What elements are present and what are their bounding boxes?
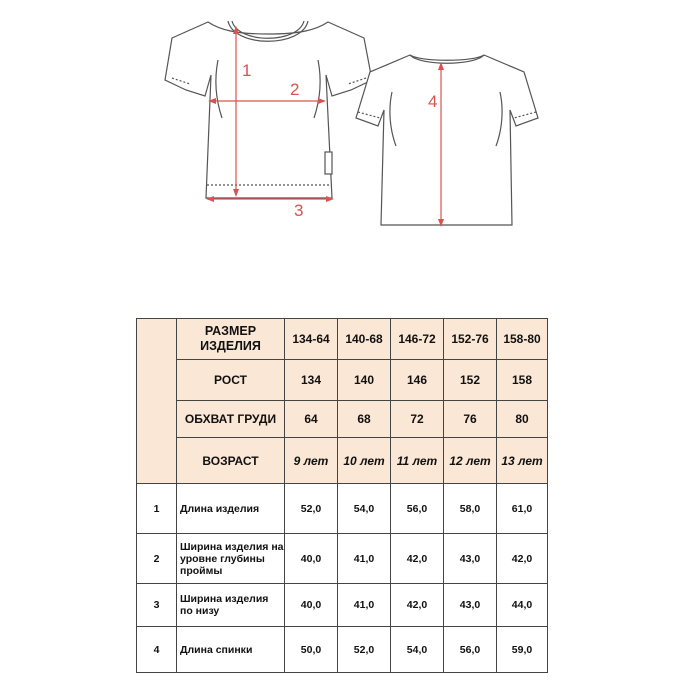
row-value: 52,0 <box>338 627 391 673</box>
row-number: 3 <box>137 584 177 627</box>
age-row <box>137 438 548 484</box>
size-label: РАЗМЕР ИЗДЕЛИЯ <box>177 319 285 360</box>
height-cell: 152 <box>444 360 497 401</box>
row-value: 56,0 <box>391 484 444 534</box>
size-cell: 134-64 <box>285 319 338 360</box>
chest-row <box>137 401 548 438</box>
row-name: Ширина изделия по низу <box>177 584 285 627</box>
chest-cell: 64 <box>285 401 338 438</box>
row-value: 41,0 <box>338 584 391 627</box>
chest-cell: 68 <box>338 401 391 438</box>
age-cell: 10 лет <box>338 438 391 484</box>
row-value: 56,0 <box>444 627 497 673</box>
table-row <box>137 627 548 673</box>
row-value: 43,0 <box>444 584 497 627</box>
height-label: РОСТ <box>177 360 285 401</box>
age-cell: 9 лет <box>285 438 338 484</box>
chest-label: ОБХВАТ ГРУДИ <box>177 401 285 438</box>
height-cell: 158 <box>497 360 548 401</box>
row-value: 58,0 <box>444 484 497 534</box>
height-cell: 140 <box>338 360 391 401</box>
chest-cell: 80 <box>497 401 548 438</box>
table-row <box>137 534 548 584</box>
row-value: 42,0 <box>391 584 444 627</box>
row-number: 2 <box>137 534 177 584</box>
row-value: 42,0 <box>497 534 548 584</box>
size-cell: 158-80 <box>497 319 548 360</box>
row-value: 43,0 <box>444 534 497 584</box>
row-name: Ширина изделия на уровне глубины проймы <box>177 534 285 584</box>
row-value: 44,0 <box>497 584 548 627</box>
age-cell: 12 лет <box>444 438 497 484</box>
row-number: 4 <box>137 627 177 673</box>
chest-cell: 72 <box>391 401 444 438</box>
table-row <box>137 484 548 534</box>
age-cell: 11 лет <box>391 438 444 484</box>
front-tshirt <box>165 21 372 198</box>
measure-label-1: 1 <box>242 61 252 80</box>
row-value: 54,0 <box>338 484 391 534</box>
size-row <box>137 319 548 360</box>
measure-label-3: 3 <box>294 201 304 220</box>
height-cell: 146 <box>391 360 444 401</box>
row-value: 40,0 <box>285 584 338 627</box>
header-corner <box>137 319 177 484</box>
size-cell: 152-76 <box>444 319 497 360</box>
size-chart-table <box>136 318 548 673</box>
row-name: Длина изделия <box>177 484 285 534</box>
size-cell: 140-68 <box>338 319 391 360</box>
row-value: 61,0 <box>497 484 548 534</box>
measure-label-2: 2 <box>290 80 300 99</box>
row-value: 41,0 <box>338 534 391 584</box>
age-label: ВОЗРАСТ <box>177 438 285 484</box>
row-value: 59,0 <box>497 627 548 673</box>
row-number: 1 <box>137 484 177 534</box>
row-name: Длина спинки <box>177 627 285 673</box>
chest-cell: 76 <box>444 401 497 438</box>
tshirt-diagram <box>0 0 680 300</box>
height-row <box>137 360 548 401</box>
row-value: 40,0 <box>285 534 338 584</box>
row-value: 50,0 <box>285 627 338 673</box>
measure-label-4: 4 <box>428 92 438 111</box>
table-row <box>137 584 548 627</box>
row-value: 42,0 <box>391 534 444 584</box>
size-cell: 146-72 <box>391 319 444 360</box>
back-tshirt <box>356 55 538 225</box>
age-cell: 13 лет <box>497 438 548 484</box>
row-value: 54,0 <box>391 627 444 673</box>
height-cell: 134 <box>285 360 338 401</box>
row-value: 52,0 <box>285 484 338 534</box>
